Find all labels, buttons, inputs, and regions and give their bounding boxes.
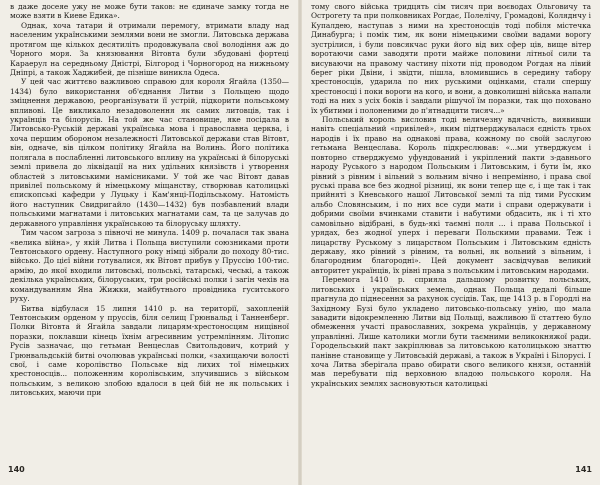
right-page (296, 0, 600, 485)
left-text-column (10, 2, 289, 398)
paragraph: Однак, хоча татари й отримали перемогу, втримати владу над населеним українськими землями вони не змогли. Литовська держава протягом ще кількох десятиліть продовжувала свої володіння аж до Чорного моря. За князювання Вітовта були збудовані фортеці Караерул на середньому Дністрі, Білгород і Чорногород на нижньому Дніпрі, а також Хаджибей, де пізніше виникла Одеса. (10, 20, 289, 77)
paragraph: Битва відбулася 15 липня 1410 р. на території, захопленій Тевтонським орденом у пруссів, біля селищ Грюнвальд і Танненберг. Полки Вітовта й Ягайла завдали лицарям-хрестоносцям нищівної поразки, поклавши кінець їхнім агресивним устремлінням. Літопис Русів зазначає, що гетьман Венцеслав Свитольдович, котрий у Грюнвальдській битві очолював українські полки, «захищаючи волості свої, і саме королівство Польське від лихих тої німецьких хрестоносців... положенням королівським, злучившись з військом польським, з великою злобою вдалося в цей бій не як польських і литовських, маючи при (10, 303, 289, 398)
page-number-left: 140 (8, 465, 25, 474)
paragraph: Перемога 1410 р. сприяла дальшому розвитку польських, литовських і українських земель, однак Польща дедалі більше прагнула до піднесення за рахунок сусідів. Так, ще 1413 р. в Городлі на Західному Бузі було укладено литовсько-польську унію, що мала завадити відокремленню Литви від Польщі, важливою її статтею було обмеження участі православних, зокрема українців, у державному управлінні. Лише католики могли бути таємними великокняжої ради. Городельський пакт закріплював за литовською католицькою знаттю панівне становище у Литовській державі, а також в Україні і Білорусі. І хоча Литва зберігала право обирати свого великого князя, останній мав перебувати під верховною владою польського короля. На українських землях засновуються католицькі (311, 275, 591, 388)
paragraph: в даже досеяе ужу не може бути таков: не єдиначе замку тогда не може взяти в Киеве Едика». (10, 2, 289, 21)
paragraph: У цей час життєво важливою справою для короля Ягайла (1350—1434) було використання об'єднання Литви з Польщею щодо зміцнення державою, реорганізувати її устрій, підкорити польському впливові. Це викликало незадоволення як самих литовців, так і українців та білорусів. На той же час становище, яке посідала в Литовсько-Руській державі українська мова і православна церква, і хоча першим обороном незалежності Литовської держави став Вітовт, він, одначе, вів цілком політику Ягайла на Волинь. Його політика полягала в послабленні литовського впливу на українські й білоруські землі привела до ліквідації на них удільних князівств і утворення областей з литовськими намісниками. У той же час Вітовт давав привілеї польському й німецькому міщанству, створював католицькі єпископські кафедри у Луцьку і Кам'янці-Подільському. Натомість його наступник Свидригайло (1430—1432) був позбавлений влади польськими магнатами і литовських магнатами сам, та це залучав до державного управління українською та білоруську шляхту. (10, 77, 289, 228)
page-number-right: 141 (575, 465, 592, 474)
paragraph: Польський король висловив тоді величезну вдячність, виявивши навіть спеціальний «привілей», яким підтверджувалася єдність трьох народів і їх право на однакові права, кожному по своїй заслугою гетьмана Венцеслава. Король підкреслював: «...ми утверджуєм і повторно стверджуємо уфундований і укріплений пакти з-давнього народу Руського з народом Польським і Литовським, і бути їм, яко рівний з рівним і вільний з вольним вічно і непремінно, і права свої руські права все без жодної різниці, як вони тепер ще є, і ще так і так прийняті з Кневського нашої Литовської землі та під тими Русским альбо Словянським, і по них все суди мати і справи одержувати і добрими своїми вчинками ставити і набутими обдасить, як і ті хто самовільно відібрані, в будь-які таємні поля ... і права Польської і урядах, без жодної уперх і переваги Польскими правами. Теж і лицарству Руському з лицарством Польським і Литовським єдність державу, яко рівний з рівним, та вольні, як вольний з вільним, і благородним благородні». Цей документ засвідчував великий авторитет українців, їх рівні права з польським і литовським народами. (311, 115, 591, 275)
paragraph: тому свого війська тридцять сім тисяч при воєводах Ольговичу та Острогету та при полковниках Рогдає, Полелічу, Громадові, Коляднчу і Купалдею, наступав з ними на хрестоносців тоді побіля містечка Динабурга; і помік тим, як вони німецькими своїми вадами ворогу зустрілися, і були повсякчас руки його від вих сфер ців, вище вітер воротаючи сами заводяти проти майже половини літньої сили та висуваючи на правому частину піхоти під проводом Рогдая на лівий берег ріки Двіни, і звідти, пішла, вломившись в середину табору хрестоносців, ударила по них руськими оцінками, стали спершу хрестоносці і поки вороги на кого, и вони, а довколишні війська напали тоді на них з усіх боків і завдали рішучої їм поразки, так що поховано їх убитими і полоненими до п'ятнадцяти тисяч...» (311, 2, 591, 115)
right-text-column (311, 2, 591, 388)
paragraph: Тим часом загроза з півночі не минула. 1409 р. почалася так звана «велика війна», у якій Литва і Польща виступили союзниками проти Тевтонського ордену. Наступного року німці зібрали до походу 80-тис. військо. До цієї війни готувалися, як Вітовт прибув у Пруссію 100-тис. армію, до якої входили литовські, польські, татарські, чеські, а також декілька українських, білоруських, три російські полки і загін чехів на командуванням Яна Жижки, майбутнього провідника гуситського руху. (10, 228, 289, 304)
